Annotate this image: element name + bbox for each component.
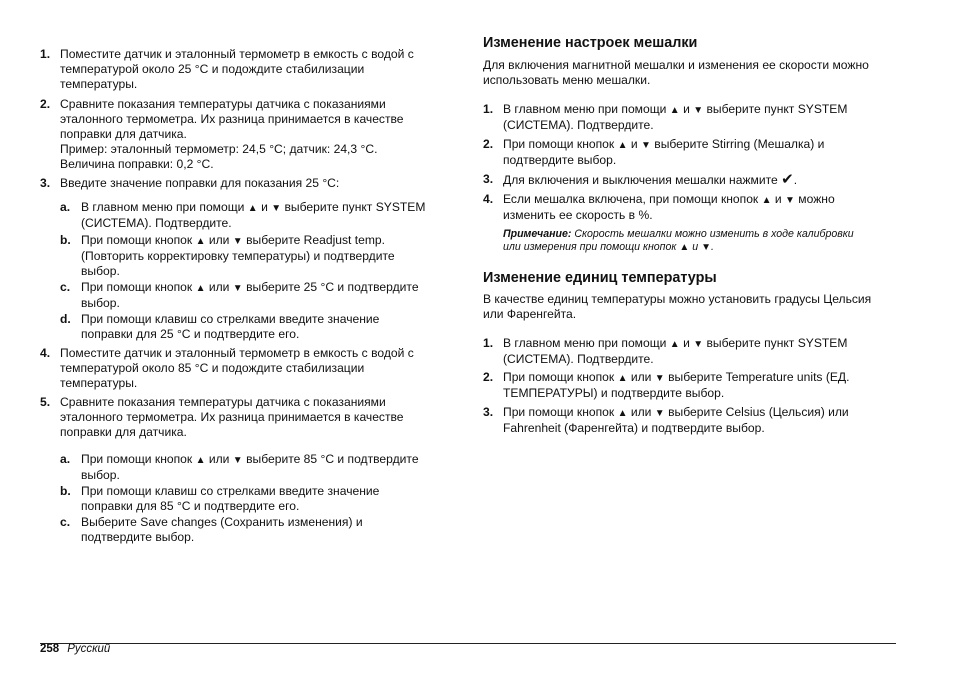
text-line <box>81 280 455 296</box>
substep-letter: d. <box>60 312 71 326</box>
text-line <box>503 370 898 386</box>
text-line <box>503 102 898 118</box>
step-number: 1. <box>483 336 494 350</box>
temperature-step-3 <box>483 405 898 436</box>
temperature-step-1 <box>483 336 898 367</box>
text: В главном меню при помощи <box>81 200 245 214</box>
text-line <box>503 241 898 254</box>
text: и <box>261 200 268 214</box>
up-arrow-icon: ▲ <box>617 140 628 151</box>
up-arrow-icon: ▲ <box>195 283 206 294</box>
down-arrow-icon: ▼ <box>654 408 665 419</box>
text: выберите 25 °C и подтвердите <box>246 280 419 294</box>
text-line: поправки для датчика. <box>60 425 187 439</box>
step-1 <box>40 47 455 92</box>
text: или <box>630 405 652 419</box>
section-heading-stirrer: Изменение настроек мешалки <box>483 35 698 51</box>
left-column <box>40 0 455 545</box>
text-line: Поместите датчик и эталонный термометр в емкость с водой с <box>60 47 414 61</box>
text: Для включения и выключения мешалки нажмите <box>503 173 778 187</box>
footer-divider <box>40 643 896 644</box>
down-arrow-icon: ▼ <box>232 455 243 466</box>
page-number: 258 <box>40 643 60 655</box>
text-line <box>503 192 898 208</box>
step-5 <box>40 395 455 440</box>
text: выберите пункт SYSTEM <box>284 200 426 214</box>
note-label: Примечание: <box>503 228 572 240</box>
text: выберите Temperature units (ЕД. <box>668 370 850 384</box>
text: . <box>793 173 798 187</box>
step-3b <box>40 233 455 279</box>
checkmark-icon: ✔ <box>781 171 794 188</box>
up-arrow-icon: ▲ <box>669 339 680 350</box>
text-line <box>81 233 455 249</box>
text-line: изменить ее скорость в %. <box>503 208 653 222</box>
step-5c <box>40 515 455 545</box>
text: выберите Stirring (Мешалка) и <box>654 137 825 151</box>
text: При помощи кнопок <box>81 233 193 247</box>
substep-letter: a. <box>60 452 71 466</box>
text-line: температуры. <box>60 77 138 91</box>
step-number: 3. <box>483 172 494 186</box>
text: При помощи кнопок <box>81 280 193 294</box>
text-line: выбор. <box>81 296 120 310</box>
text: или <box>208 452 230 466</box>
page-footer <box>40 643 110 655</box>
text-line: или Фаренгейта. <box>483 307 577 321</box>
text: выберите Readjust temp. <box>246 233 386 247</box>
text: и <box>683 102 690 116</box>
text-line <box>503 172 898 188</box>
up-arrow-icon: ▲ <box>617 373 628 384</box>
text-line: температурой около 25 °C и подождите стабилизации <box>60 62 365 76</box>
text: и <box>683 336 690 350</box>
text-line: При помощи клавиш со стрелками введите значение <box>81 484 380 498</box>
text-line: эталонного термометра. Их разница принимается в качестве <box>60 112 404 126</box>
substep-letter: a. <box>60 200 71 214</box>
text-line: (СИСТЕМА). Подтвердите. <box>503 118 654 132</box>
up-arrow-icon: ▲ <box>195 455 206 466</box>
text: выберите Celsius (Цельсия) или <box>668 405 849 419</box>
down-arrow-icon: ▼ <box>271 203 282 214</box>
section-heading-temperature-units: Изменение единиц температуры <box>483 270 717 286</box>
stirrer-step-3 <box>483 172 898 188</box>
text: При помощи кнопок <box>81 452 193 466</box>
text-line: Fahrenheit (Фаренгейта) и подтвердите выбор. <box>503 421 765 435</box>
down-arrow-icon: ▼ <box>232 283 243 294</box>
down-arrow-icon: ▼ <box>640 140 651 151</box>
text-line: Сравните показания температуры датчика с показаниями <box>60 395 386 409</box>
step-3c <box>40 280 455 311</box>
step-5b <box>40 484 455 514</box>
text: При помощи кнопок <box>503 370 615 384</box>
text: В главном меню при помощи <box>503 336 667 350</box>
down-arrow-icon: ▼ <box>654 373 665 384</box>
stirrer-step-1 <box>483 102 898 133</box>
step-number: 3. <box>483 405 494 419</box>
step-3a <box>40 200 455 231</box>
up-arrow-icon: ▲ <box>679 242 690 253</box>
text-line <box>503 405 898 421</box>
stirrer-note <box>483 228 898 254</box>
substep-letter: b. <box>60 484 71 498</box>
step-4 <box>40 346 455 391</box>
text: и <box>630 137 638 151</box>
text: и <box>692 241 699 253</box>
stirrer-step-2 <box>483 137 898 168</box>
up-arrow-icon: ▲ <box>247 203 258 214</box>
text-line: При помощи клавиш со стрелками введите значение <box>81 312 380 326</box>
stirrer-step-4 <box>483 192 898 223</box>
text: Если мешалка включена, при помощи кнопок <box>503 192 759 206</box>
temperature-step-2 <box>483 370 898 401</box>
text-line: температурой около 85 °C и подождите стабилизации <box>60 361 365 375</box>
text: или <box>208 233 230 247</box>
text: или <box>208 280 230 294</box>
text-line: поправки для датчика. <box>60 127 187 141</box>
text: . <box>710 241 714 253</box>
down-arrow-icon: ▼ <box>232 236 243 247</box>
step-2 <box>40 97 455 172</box>
step-number: 1. <box>40 47 51 61</box>
text: или измерения при помощи кнопок <box>503 241 677 253</box>
text-line: подтвердите выбор. <box>81 530 195 544</box>
up-arrow-icon: ▲ <box>761 195 772 206</box>
text-line <box>81 200 455 216</box>
text-line: В качестве единиц температуры можно установить градусы Цельсия <box>483 292 872 306</box>
step-number: 2. <box>483 370 494 384</box>
temperature-intro <box>483 292 898 322</box>
text-line <box>503 336 898 352</box>
stirrer-intro <box>483 58 898 88</box>
text-line: подтвердите выбор. <box>503 153 617 167</box>
text: можно <box>798 192 835 206</box>
text-line: (СИСТЕМА). Подтвердите. <box>503 352 654 366</box>
text: выберите пункт SYSTEM <box>706 336 848 350</box>
step-number: 3. <box>40 176 51 190</box>
text-line: Введите значение поправки для показания 25 °C: <box>60 176 340 190</box>
text-line <box>503 137 898 153</box>
step-number: 4. <box>483 192 494 206</box>
down-arrow-icon: ▼ <box>701 242 711 253</box>
text-line: поправки для 25 °C и подтвердите его. <box>81 327 300 341</box>
step-number: 1. <box>483 102 494 116</box>
down-arrow-icon: ▼ <box>785 195 795 206</box>
step-3 <box>40 176 455 191</box>
text: Скорость мешалки можно изменить в ходе калибровки <box>574 228 854 240</box>
language-label: Русский <box>67 643 111 655</box>
substep-letter: b. <box>60 233 71 247</box>
text-line: температуры. <box>60 376 138 390</box>
text-line: эталонного термометра. Их разница принимается в качестве <box>60 410 404 424</box>
text-line: (СИСТЕМА). Подтвердите. <box>81 216 232 230</box>
text: При помощи кнопок <box>503 405 615 419</box>
text-line: Для включения магнитной мешалки и изменения ее скорости можно <box>483 58 869 72</box>
down-arrow-icon: ▼ <box>693 105 704 116</box>
up-arrow-icon: ▲ <box>669 105 680 116</box>
text-line: использовать меню мешалки. <box>483 73 651 87</box>
step-number: 5. <box>40 395 51 409</box>
text-line: поправки для 85 °C и подтвердите его. <box>81 499 300 513</box>
right-column <box>483 0 898 436</box>
substep-letter: c. <box>60 515 71 529</box>
step-number: 2. <box>40 97 51 111</box>
step-3d <box>40 312 455 342</box>
up-arrow-icon: ▲ <box>195 236 206 247</box>
text: выберите 85 °C и подтвердите <box>246 452 419 466</box>
text: При помощи кнопок <box>503 137 615 151</box>
text-line: Величина поправки: 0,2 °C. <box>60 157 214 171</box>
substep-letter: c. <box>60 280 71 294</box>
step-number: 2. <box>483 137 494 151</box>
text-line <box>503 228 898 241</box>
text-line: выбор. <box>81 468 120 482</box>
text: и <box>774 192 782 206</box>
text-line: Выберите Save changes (Сохранить изменения) и <box>81 515 363 529</box>
text-line: выбор. <box>81 264 120 278</box>
text-line: Поместите датчик и эталонный термометр в емкость с водой с <box>60 346 414 360</box>
text-line <box>81 452 455 468</box>
down-arrow-icon: ▼ <box>693 339 704 350</box>
step-number: 4. <box>40 346 51 360</box>
step-5a <box>40 452 455 483</box>
text-line: Пример: эталонный термометр: 24,5 °C; датчик: 24,3 °C. <box>60 142 378 156</box>
text: В главном меню при помощи <box>503 102 667 116</box>
text: или <box>630 370 652 384</box>
text-line: Сравните показания температуры датчика с показаниями <box>60 97 386 111</box>
text: выберите пункт SYSTEM <box>706 102 848 116</box>
up-arrow-icon: ▲ <box>617 408 628 419</box>
text-line: (Повторить корректировку температуры) и подтвердите <box>81 249 395 263</box>
text-line: ТЕМПЕРАТУРЫ) и подтвердите выбор. <box>503 386 725 400</box>
